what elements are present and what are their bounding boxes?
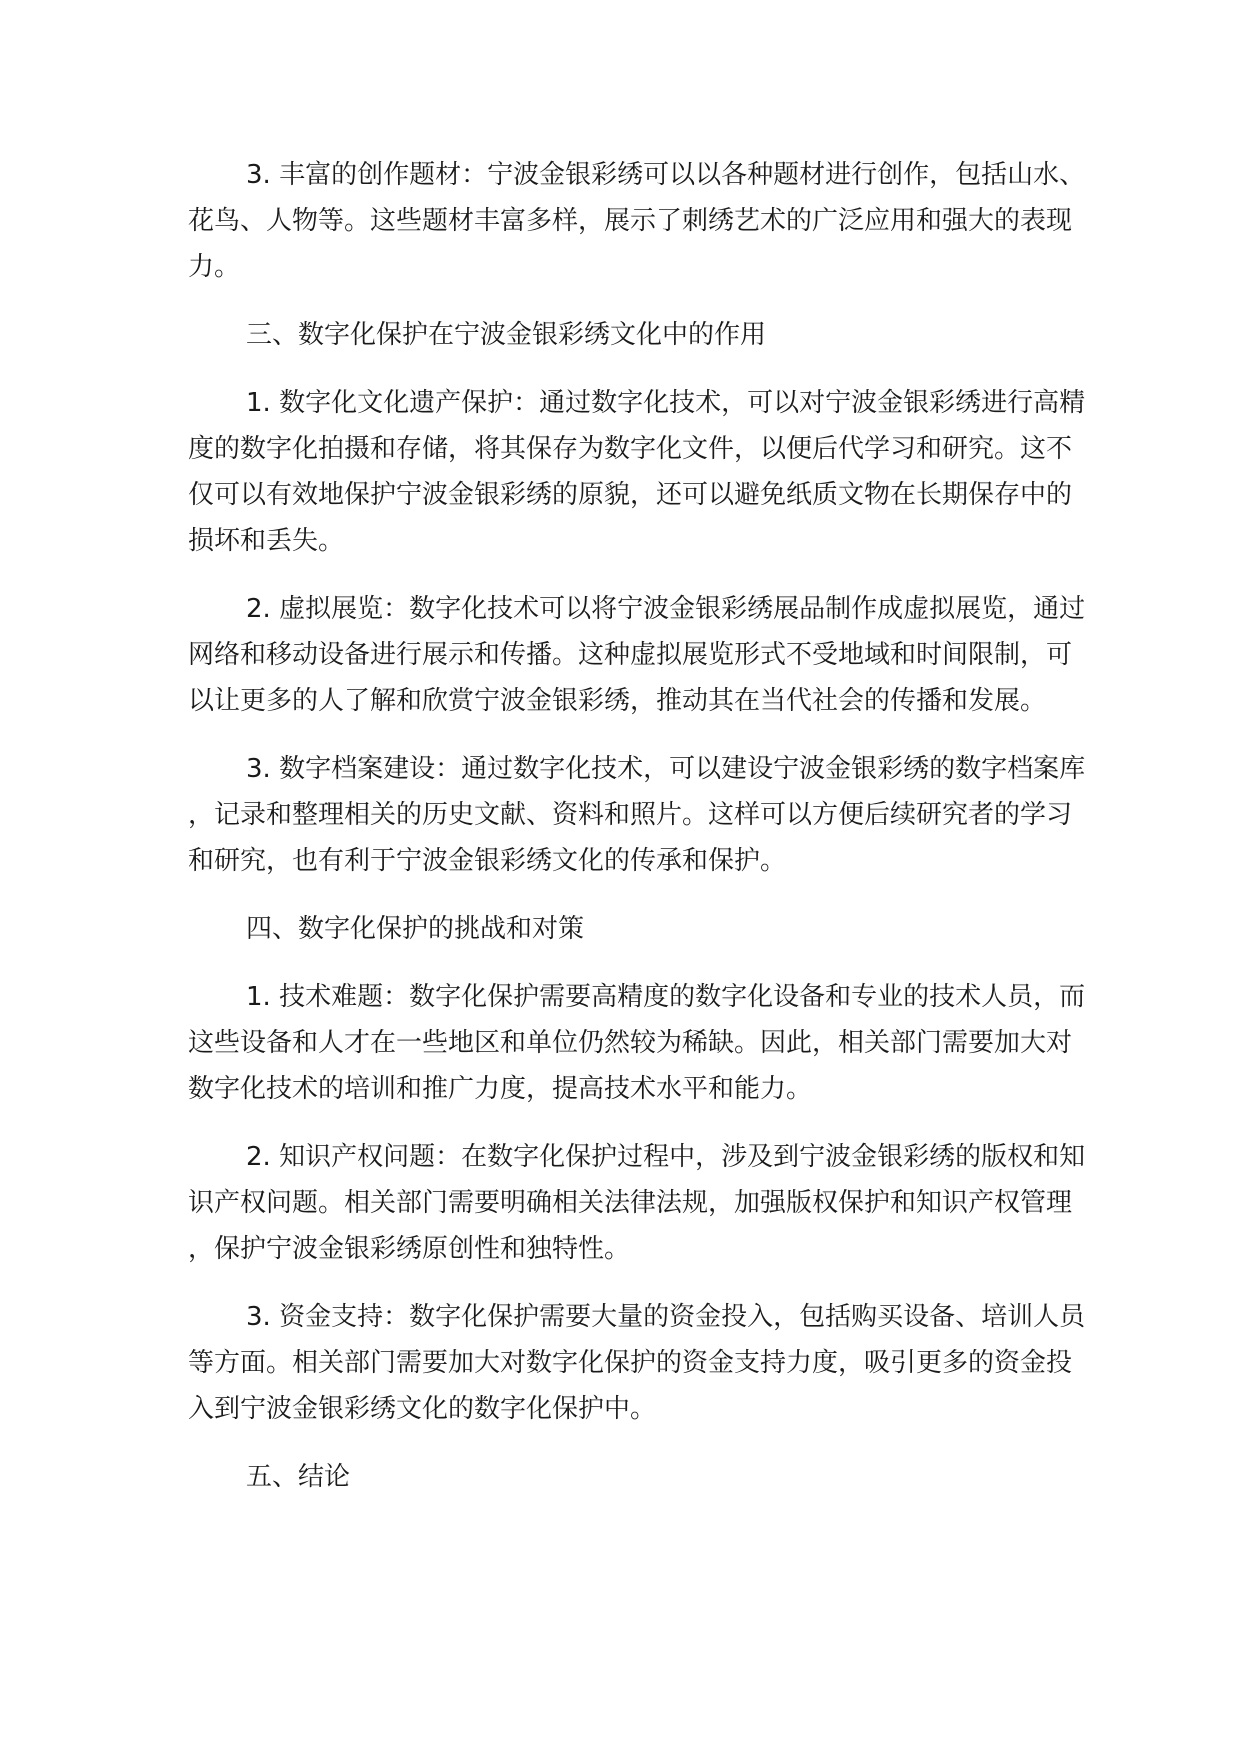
paragraph-funding-support: 3. 资金支持：数字化保护需要大量的资金投入，包括购买设备、培训人员等方面。相关部门需要加大对数字化保护的资金支持力度，吸引更多的资金投入到宁波金银彩绣文化的数字化保护中。 (188, 1302, 1086, 1424)
section-heading-4: 四、数字化保护的挑战和对策 (246, 914, 585, 944)
paragraph-digital-archive: 3. 数字档案建设：通过数字化技术，可以建设宁波金银彩绣的数字档案库，记录和整理相关的历史文献、资料和照片。这样可以方便后续研究者的学习和研究，也有利于宁波金银彩绣文化的传承和保护。 (188, 754, 1086, 876)
section-heading-3: 三、数字化保护在宁波金银彩绣文化中的作用 (246, 320, 767, 350)
paragraph-digital-heritage: 1. 数字化文化遗产保护：通过数字化技术，可以对宁波金银彩绣进行高精度的数字化拍摄和存储，将其保存为数字化文件，以便后代学习和研究。这不仅可以有效地保护宁波金银彩绣的原貌，还可以避免纸质文物在长期保存中的损坏和丢失。 (188, 388, 1086, 556)
document-body (188, 152, 1093, 1522)
paragraph-rich-themes: 3. 丰富的创作题材：宁波金银彩绣可以以各种题材进行创作，包括山水、花鸟、人物等。这些题材丰富多样，展示了刺绣艺术的广泛应用和强大的表现力。 (188, 160, 1086, 282)
section-heading-5: 五、结论 (246, 1462, 351, 1492)
paragraph-virtual-exhibition: 2. 虚拟展览：数字化技术可以将宁波金银彩绣展品制作成虚拟展览，通过网络和移动设备进行展示和传播。这种虚拟展览形式不受地域和时间限制，可以让更多的人了解和欣赏宁波金银彩绣，推动其在当代社会的传播和发展。 (188, 594, 1086, 716)
paragraph-intellectual-property: 2. 知识产权问题：在数字化保护过程中，涉及到宁波金银彩绣的版权和知识产权问题。相关部门需要明确相关法律法规，加强版权保护和知识产权管理，保护宁波金银彩绣原创性和独特性。 (188, 1142, 1086, 1264)
paragraph-technical-challenges: 1. 技术难题：数字化保护需要高精度的数字化设备和专业的技术人员，而这些设备和人才在一些地区和单位仍然较为稀缺。因此，相关部门需要加大对数字化技术的培训和推广力度，提高技术水平和能力。 (188, 982, 1086, 1104)
